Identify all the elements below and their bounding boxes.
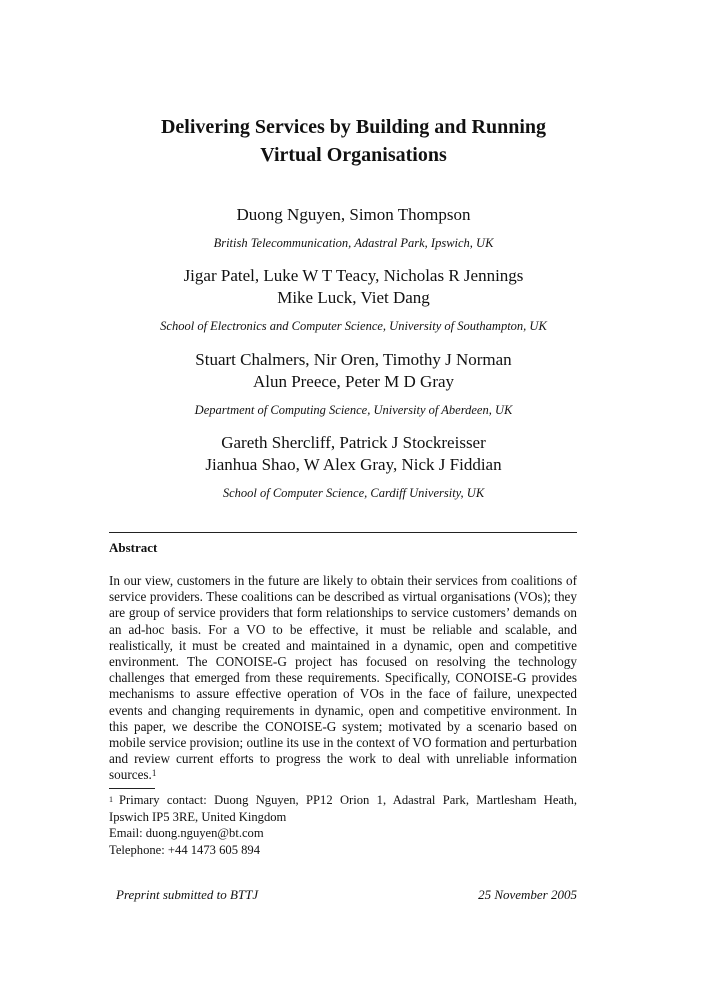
footnote-email: Email: duong.nguyen@bt.com — [109, 826, 264, 841]
affiliation-3: Department of Computing Science, University of Aberdeen, UK — [194, 403, 513, 417]
abstract-heading: Abstract — [109, 540, 158, 555]
affiliation-1: British Telecommunication, Adastral Park, Ipswich, UK — [213, 236, 494, 250]
author-group-1 — [60, 204, 647, 226]
author-names: Gareth Shercliff, Patrick J Stockreisser — [221, 433, 486, 452]
author-names: Alun Preece, Peter M D Gray — [252, 372, 455, 391]
preprint-note: Preprint submitted to BTTJ — [116, 887, 259, 902]
author-names: Stuart Chalmers, Nir Oren, Timothy J Norman — [195, 350, 512, 369]
footnote — [109, 792, 577, 858]
title-line-2: Virtual Organisations — [260, 144, 447, 166]
preprint-date: 25 November 2005 — [478, 887, 577, 902]
author-group-3 — [60, 349, 647, 393]
author-group-4 — [60, 432, 647, 476]
paper-title — [90, 113, 617, 169]
author-names: Jigar Patel, Luke W T Teacy, Nicholas R Jennings — [183, 266, 524, 285]
abstract-text: In our view, customers in the future are likely to obtain their services from coalitions of service providers. These coalitions can be described as virtual organisations (VOs); they are group of service providers that form relationships to service customers’ demands on an ad-hoc basis. For a VO to be effective, it must be reliable and scalable, and realistically, it must be created and maintained in a dynamic, open and competitive environment. The CONOISE-G project has focused on resolving the technology challenges that emerged from these requirements. Specifically, CONOISE-G provides mechanisms to assure effective operation of VOs in the face of failure, unexpected events and changing requirements in dynamic, open and competitive environment. In this paper, we describe the CONOISE-G system; motivated by a scenario based on mobile service provision; outline its use in the context of VO formation and perturbation and review current efforts to progress the work to deal with unreliable information sources. — [109, 573, 577, 783]
author-names: Jianhua Shao, W Alex Gray, Nick J Fiddian — [205, 455, 502, 474]
affiliation-4: School of Computer Science, Cardiff University, UK — [222, 486, 485, 500]
footnote-number: 1 — [109, 795, 113, 804]
abstract-body — [109, 573, 577, 784]
abstract-top-rule — [109, 532, 577, 533]
title-line-1: Delivering Services by Building and Running — [160, 116, 547, 138]
affiliation-2: School of Electronics and Computer Science, University of Southampton, UK — [160, 319, 547, 333]
author-names: Duong Nguyen, Simon Thompson — [236, 205, 471, 224]
footnote-contact: $^1$ Primary contact: Duong Nguyen, PP12 Orion 1, Adastral Park, Martlesham Heath, Ipswich IP5 3RE, United Kingdom — [109, 793, 577, 824]
footnote-rule — [109, 788, 155, 789]
author-group-2 — [60, 265, 647, 309]
author-names: Mike Luck, Viet Dang — [277, 288, 430, 307]
footnote-mark: 1 — [151, 768, 157, 779]
footnote-telephone: Telephone: +44 1473 605 894 — [109, 842, 261, 857]
